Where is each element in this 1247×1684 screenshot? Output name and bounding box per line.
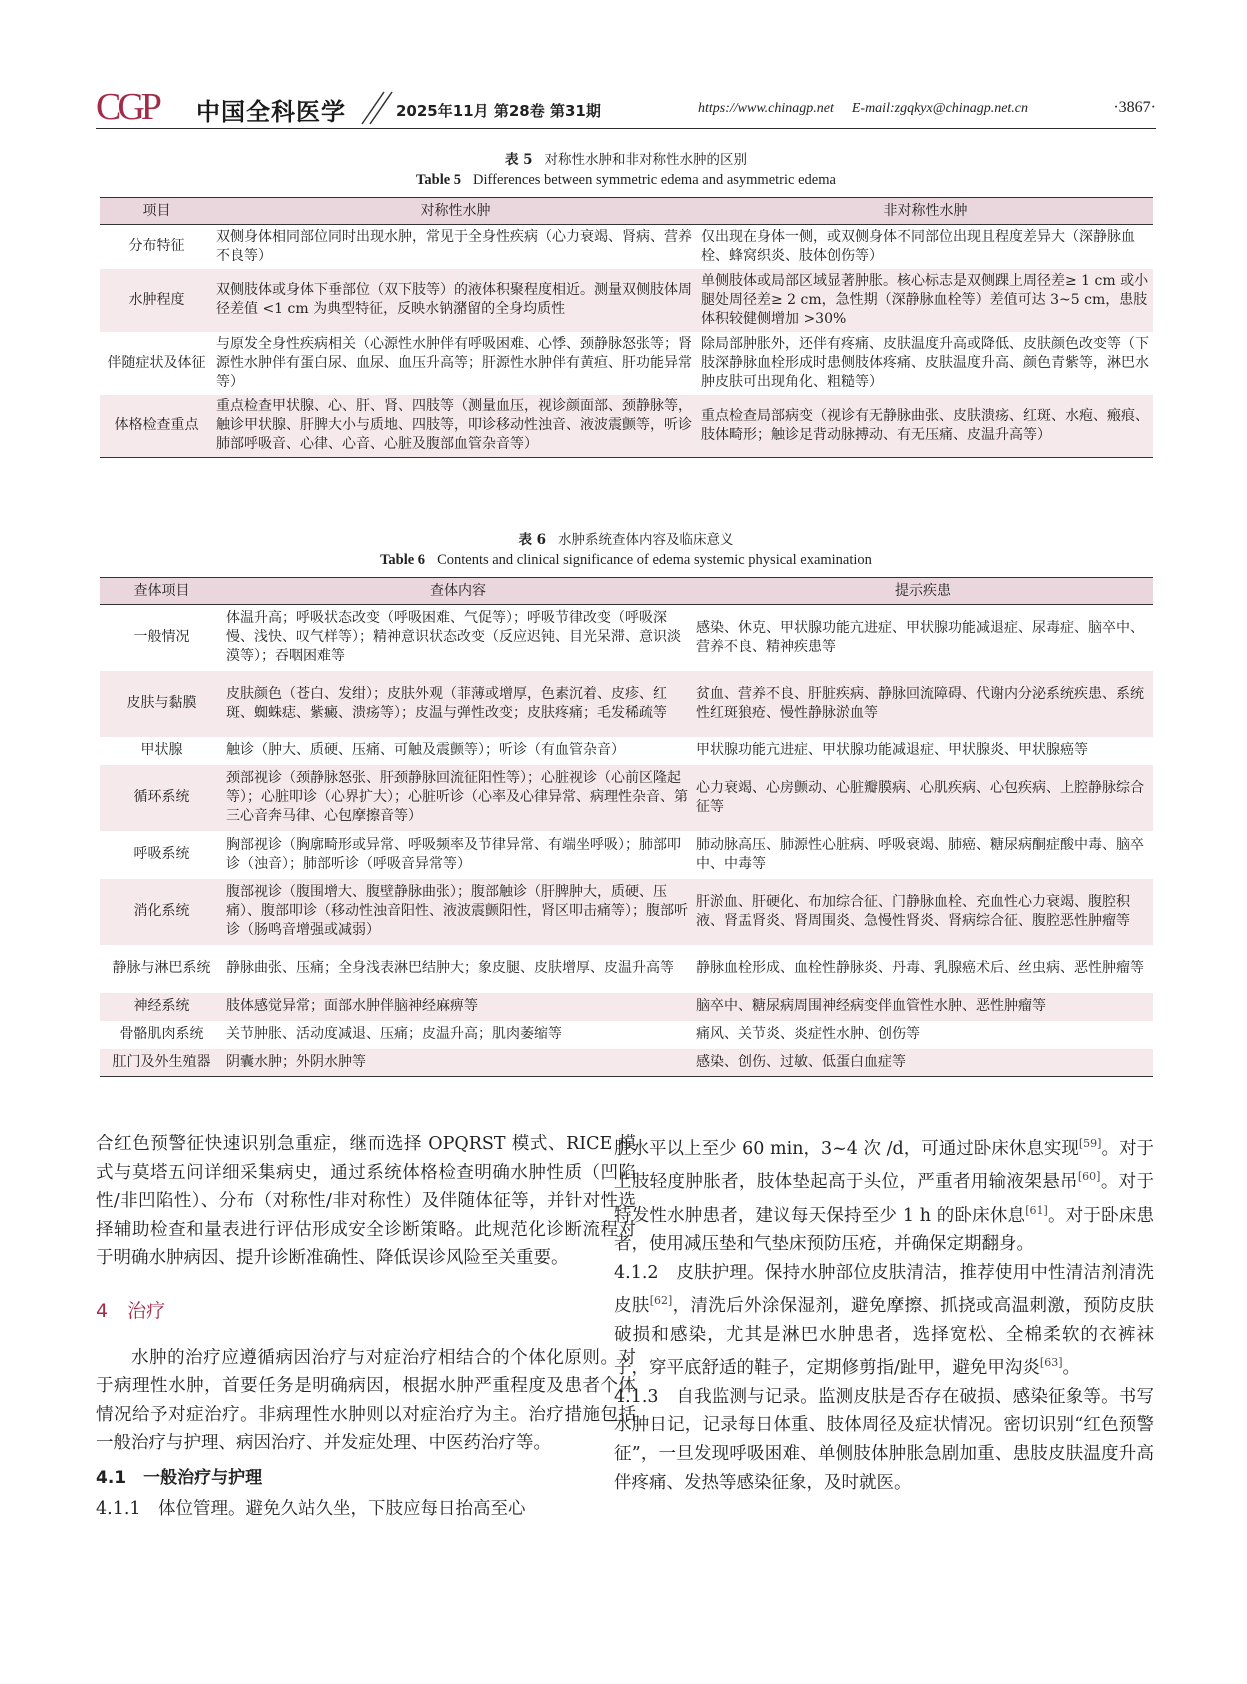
table-cell: 骨骼肌肉系统 — [119, 1026, 204, 1042]
table5-header-row — [100, 198, 1153, 225]
paragraph: 合红色预警征快速识别急重症，继而选择 OPQRST 模式、RICE 模式与莫塔五问详细采集病史，通过系统体格检查明确水肿性质（凹陷性/非凹陷性）、分布（对称性/非对称性）及伴随体征等，并针对性选择辅助检查和量表进行评估形成安全诊断策略。此规范化诊断流程对于明确水肿病因、提升诊断准确性、降低误诊风险至关重要。 — [96, 1134, 636, 1269]
table-row — [100, 879, 1153, 945]
table-row — [100, 332, 1153, 395]
table-row — [100, 269, 1153, 332]
table-cell: 感染、休克、甲状腺功能亢进症、甲状腺功能减退症、尿毒症、脑卒中、营养不良、精神疾患等 — [696, 619, 1144, 655]
table-cell: 除局部肿胀外，还伴有疼痛、皮肤温度升高或降低、皮肤颜色改变等（下肢深静脉血栓形成时患侧肢体疼痛、皮肤温度升高、颜色青紫等，淋巴水肿皮肤可出现角化、粗糙等） — [701, 335, 1149, 390]
website-link[interactable]: https://www.chinagp.net — [698, 101, 834, 116]
table-cell: 腹部视诊（腹围增大、腹壁静脉曲张）；腹部触诊（肝脾肿大，质硬、压痛）、腹部叩诊（移动性浊音阳性、液波震颤阳性，肾区叩击痛等）；腹部听诊（肠鸣音增强或减弱） — [226, 884, 688, 938]
header-divider — [356, 88, 396, 126]
table-cell: 呼吸系统 — [133, 846, 190, 862]
text-run: ，清洗后外涂保湿剂，避免摩擦、抓挠或高温刺激，预防皮肤破损和感染，尤其是淋巴水肿患者，选择宽松、全棉柔软的衣裤袜子，穿平底舒适的鞋子，定期修剪指/趾甲，避免甲沟炎 — [614, 1296, 1155, 1379]
table-cell: 与原发全身性疾病相关（心源性水肿伴有呼吸困难、心悸、颈静脉怒张等；肾源性水肿伴有蛋白尿、血尿、血压升高等；肝源性水肿伴有黄疸、肝功能异常等） — [216, 335, 692, 390]
table-cell: 重点检查局部病变（视诊有无静脉曲张、皮肤溃疡、红斑、水疱、瘢痕、肢体畸形；触诊足背动脉搏动、有无压痛、皮温升高等） — [698, 395, 1153, 458]
table6-header-row — [100, 578, 1153, 605]
table-cell: 消化系统 — [133, 903, 190, 919]
table-cell: 重点检查甲状腺、心、肝、肾、四肢等（测量血压，视诊颜面部、颈静脉等，触诊甲状腺、肝脾大小与质地、四肢等，叩诊移动性浊音、液波震颤等，听诊肺部呼吸音、心律、心音、心脏及腹部血管杂音等） — [213, 395, 698, 458]
table6 — [100, 577, 1153, 1077]
text-run: 4.1.2 皮肤护理。保持水肿部位皮肤清洁，推荐使用中性清洁剂清洗皮肤 — [614, 1262, 1154, 1317]
table5-header: 项目 — [100, 198, 213, 225]
text-run: 。对于卧床患者，使用减压垫和气垫床预防压疮，并确保定期翻身。 — [614, 1205, 1155, 1255]
table-cell: 静脉曲张、压痛；全身浅表淋巴结肿大；象皮腿、皮肤增厚、皮温升高等 — [226, 960, 674, 976]
citation[interactable]: [59] — [1078, 1137, 1102, 1150]
table-cell: 肝淤血、肝硬化、布加综合征、门静脉血栓、充血性心力衰竭、腹腔积液、肾盂肾炎、肾周围炎、急慢性肾炎、肾病综合征、腹腔恶性肿瘤等 — [696, 893, 1130, 929]
table5-header: 非对称性水肿 — [698, 198, 1153, 225]
subsection-heading: 4.1 一般治疗与护理 — [96, 1467, 263, 1488]
left-column — [96, 1130, 636, 1523]
paragraph: 水肿的治疗应遵循病因治疗与对症治疗相结合的个体化原则。对于病理性水肿，首要任务是明确病因，根据水肿严重程度及患者个体情况给予对症治疗。非病理性水肿则以对症治疗为主。治疗措施包括一般治疗与护理、病因治疗、并发症处理、中医药治疗等。 — [96, 1347, 636, 1454]
table-row — [100, 993, 1153, 1021]
table-row — [100, 765, 1153, 831]
citation[interactable]: [63] — [1039, 1356, 1063, 1370]
table-cell: 神经系统 — [133, 998, 190, 1014]
table-cell: 双侧肢体或身体下垂部位（双下肢等）的液体积聚程度相近。测量双侧肢体周径差值 <1 cm 为典型特征，反映水钠潴留的全身均质性 — [216, 282, 692, 317]
journal-logo — [96, 88, 196, 124]
table-cell: 单侧肢体或局部区域显著肿胀。核心标志是双侧踝上周径差≥ 1 cm 或小腿处周径差≥ 2 cm，急性期（深静脉血栓等）差值可达 3~5 cm，患肢体积较健侧增加 >30% — [701, 272, 1149, 327]
logo-text: CGP — [96, 88, 158, 124]
table-cell: 关节肿胀、活动度减退、压痛；皮温升高；肌肉萎缩等 — [226, 1026, 562, 1042]
table-cell: 水肿程度 — [128, 291, 185, 308]
table-cell: 心力衰竭、心房颤动、心脏瓣膜病、心肌疾病、心包疾病、上腔静脉综合征等 — [696, 779, 1144, 815]
table6-header: 查体项目 — [100, 578, 223, 605]
table-cell: 仅出现在身体一侧，或双侧身体不同部位出现且程度差异大（深静脉血栓、蜂窝织炎、肢体创伤等） — [701, 228, 1135, 264]
table5-label-zh: 表 5 — [504, 152, 533, 168]
citation[interactable]: [60] — [1077, 1170, 1101, 1184]
table-row — [100, 831, 1153, 879]
table-cell: 甲状腺功能亢进症、甲状腺功能减退症、甲状腺炎、甲状腺癌等 — [696, 742, 1088, 758]
table6-header: 提示疾患 — [693, 578, 1153, 605]
table6-caption — [96, 530, 1156, 570]
text-run: 。对于特发性水肿患者，建议每天保持至少 1 h 的卧床休息 — [614, 1172, 1155, 1226]
table5-title-zh: 对称性水肿和非对称性水肿的区别 — [544, 152, 748, 168]
paragraph: 4.1.1 体位管理。避免久站久坐，下肢应每日抬高至心 — [96, 1498, 526, 1519]
table-cell: 伴随症状及体征 — [107, 354, 206, 371]
table-cell: 肢体感觉异常；面部水肿伴脑神经麻痹等 — [226, 998, 478, 1014]
table-cell: 静脉与淋巴系统 — [112, 960, 211, 976]
issue-info: 2025年11月 第28卷 第31期 — [396, 102, 601, 120]
table-cell: 一般情况 — [133, 629, 190, 646]
table-cell: 触诊（肿大、质硬、压痛、可触及震颤等）；听诊（有血管杂音） — [226, 742, 625, 758]
table-row — [100, 671, 1153, 737]
page-number: ·3867· — [1113, 99, 1156, 116]
table-row — [100, 395, 1153, 458]
table-row — [100, 1021, 1153, 1049]
table6-header: 查体内容 — [223, 578, 693, 605]
table-cell: 皮肤与黏膜 — [126, 695, 197, 711]
journal-header — [96, 88, 1156, 129]
table-cell: 体格检查重点 — [100, 395, 213, 458]
table5-header: 对称性水肿 — [213, 198, 698, 225]
table-cell: 分布特征 — [128, 238, 185, 255]
citation[interactable]: [62] — [649, 1294, 673, 1308]
table-cell: 痛风、关节炎、炎症性水肿、创伤等 — [696, 1026, 920, 1042]
table6-title-en: Contents and clinical significance of edema systemic physical examination — [437, 552, 872, 568]
table-cell: 双侧身体相同部位同时出现水肿，常见于全身性疾病（心力衰竭、肾病、营养不良等） — [216, 228, 692, 264]
table-row — [100, 945, 1153, 993]
text-run: 。 — [1062, 1358, 1080, 1379]
table-cell: 贫血、营养不良、肝脏疾病、静脉回流障碍、代谢内分泌系统疾患、系统性红斑狼疮、慢性静脉淤血等 — [696, 685, 1144, 721]
table-cell: 脑卒中、糖尿病周围神经病变伴血管性水肿、恶性肿瘤等 — [696, 998, 1046, 1014]
paragraph — [614, 1130, 1154, 1259]
table-cell: 皮肤颜色（苍白、发绀）；皮肤外观（菲薄或增厚，色素沉着、皮疹、红斑、蜘蛛痣、紫癜、溃疡等）；皮温与弹性改变；皮肤疼痛；毛发稀疏等 — [226, 685, 667, 721]
paragraph — [614, 1259, 1154, 1383]
table5-title-en: Differences between symmetric edema and asymmetric edema — [473, 172, 836, 188]
table-cell: 甲状腺 — [140, 742, 183, 758]
paragraph: 4.1.3 自我监测与记录。监测皮肤是否存在破损、感染征象等。书写水肿日记，记录每日体重、肢体周径及症状情况。密切识别“红色预警征”，一旦发现呼吸困难、单侧肢体肿胀急剧加重、患肢皮肤温度升高伴疼痛、发热等感染征象，及时就医。 — [614, 1386, 1154, 1493]
table-cell: 静脉血栓形成、血栓性静脉炎、丹毒、乳腺癌术后、丝虫病、恶性肿瘤等 — [696, 960, 1144, 976]
text-run: 脏水平以上至少 60 min，3~4 次 /d，可通过卧床休息实现 — [614, 1138, 1079, 1159]
table-row — [100, 1049, 1153, 1077]
text-run: 。对于上肢轻度肿胀者，肢体垫起高于头位，严重者用输液架悬吊 — [614, 1138, 1154, 1193]
journal-contact — [698, 101, 1046, 117]
table5 — [100, 197, 1153, 458]
table-cell: 阴囊水肿；外阴水肿等 — [223, 1049, 693, 1077]
section-heading: 4 治疗 — [96, 1299, 166, 1322]
citation[interactable]: [61] — [1025, 1203, 1048, 1217]
table6-title-zh: 水肿系统查体内容及临床意义 — [558, 532, 734, 548]
table-cell: 颈部视诊（颈静脉怒张、肝颈静脉回流征阳性等）；心脏视诊（心前区隆起等）；心脏叩诊（心界扩大）；心脏听诊（心率及心律异常、病理性杂音、第三心音奔马律、心包摩擦音等） — [226, 770, 688, 824]
table-row — [100, 737, 1153, 765]
table-cell: 肛门及外生殖器 — [100, 1049, 223, 1077]
journal-name: 中国全科医学 — [196, 98, 346, 126]
table-cell: 肺动脉高压、肺源性心脏病、呼吸衰竭、肺癌、糖尿病酮症酸中毒、脑卒中、中毒等 — [696, 836, 1144, 872]
table-row — [100, 605, 1153, 671]
table5-label-en: Table 5 — [416, 172, 462, 188]
table5-caption — [96, 150, 1156, 190]
table-cell: 胸部视诊（胸廓畸形或异常、呼吸频率及节律异常、有端坐呼吸）；肺部叩诊（浊音）；肺部听诊（呼吸音异常等） — [226, 836, 681, 872]
table6-label-en: Table 6 — [380, 552, 426, 568]
table-row — [100, 225, 1153, 269]
table-cell: 体温升高；呼吸状态改变（呼吸困难、气促等）；呼吸节律改变（呼吸深慢、浅快、叹气样等）；精神意识状态改变（反应迟钝、目光呆滞、意识淡漠等）；吞咽困难等 — [226, 610, 681, 665]
right-column — [614, 1130, 1154, 1497]
email-link[interactable]: E-mail:zgqkyx@chinagp.net.cn — [851, 101, 1029, 116]
table-cell: 感染、创伤、过敏、低蛋白血症等 — [693, 1049, 1153, 1077]
table-cell: 循环系统 — [133, 789, 190, 805]
table6-label-zh: 表 6 — [518, 532, 547, 548]
